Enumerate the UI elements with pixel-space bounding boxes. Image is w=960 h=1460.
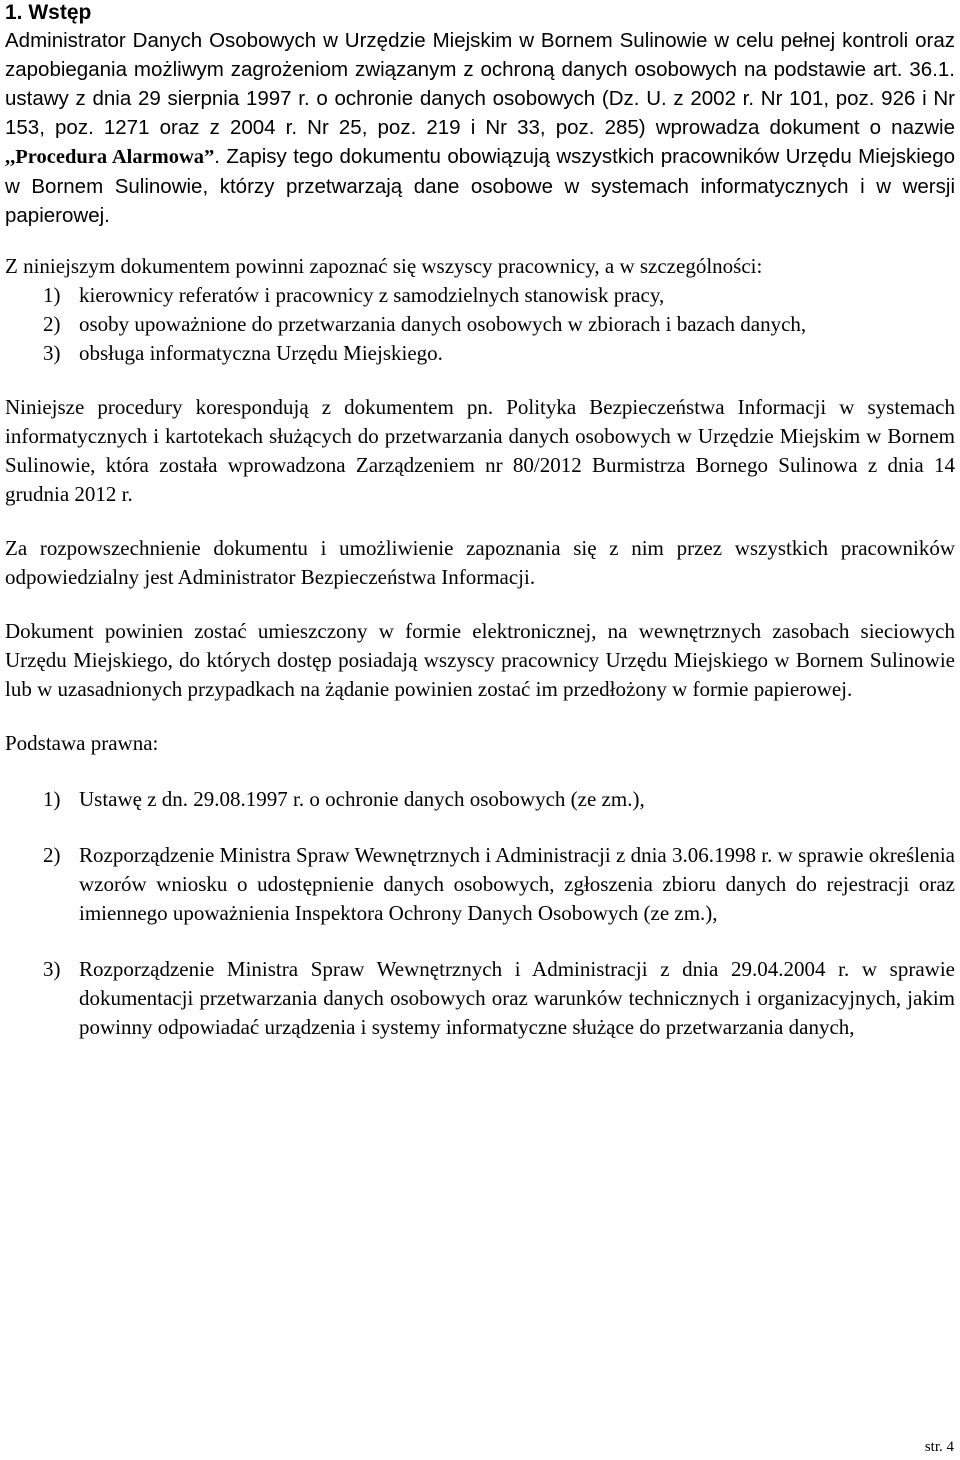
legal-basis-item [5, 785, 955, 814]
document-page [5, 0, 955, 1042]
intro-paragraph [5, 26, 955, 230]
responsibility-paragraph: Za rozpowszechnienie dokumentu i umożliwienie zapoznania się z nim przez wszystkich pracowników odpowiedzialny jest Administrator Bezpieczeństwa Informacji. [5, 536, 955, 589]
legal-basis-item [5, 955, 955, 1042]
legal-basis-label: Podstawa prawna: [5, 731, 159, 755]
section-heading: 1. Wstęp [5, 1, 92, 24]
list-number: 3) [43, 341, 61, 365]
audience-list [5, 281, 955, 368]
list-item-text: Ustawę z dn. 29.08.1997 r. o ochronie danych osobowych (ze zm.), [79, 787, 645, 811]
legal-basis-list [5, 785, 955, 1042]
list-item-text: Rozporządzenie Ministra Spraw Wewnętrznych i Administracji z dnia 3.06.1998 r. w sprawie określenia wzorów wniosku o udostępnienie danych osobowych, zgłoszenia zbioru danych do rejestracji oraz imiennego upoważnienia Inspektora Ochrony Danych Osobowych (ze zm.), [79, 843, 955, 925]
list-number: 2) [43, 312, 61, 336]
intro-text-part2: . Zapisy tego dokumentu obowiązują wszystkich pracowników Urzędu Miejskiego w Bornem Sulinowie, którzy przetwarzają dane osobowe w systemach informatycznych i w wersji papierowej. [5, 145, 955, 227]
list-item-text: osoby upoważnione do przetwarzania danych osobowych w zbiorach i bazach danych, [79, 312, 807, 336]
audience-item [5, 339, 955, 368]
procedure-name: ,,Procedura Alarmowa” [5, 146, 215, 168]
placement-paragraph: Dokument powinien zostać umieszczony w formie elektronicznej, na wewnętrznych zasobach sieciowych Urzędu Miejskiego, do których dostęp posiadają wszyscy pracownicy Urzędu Miejskiego w Bornem Sulinowie lub w uzasadnionych przypadkach na żądanie powinien zostać im przedłożony w formie papierowej. [5, 619, 955, 701]
page-number: str. 4 [924, 1439, 954, 1455]
list-item-text: kierownicy referatów i pracownicy z samodzielnych stanowisk pracy, [79, 283, 665, 307]
list-item-text: Rozporządzenie Ministra Spraw Wewnętrznych i Administracji z dnia 29.04.2004 r. w sprawie dokumentacji przetwarzania danych osobowych oraz warunków technicznych i organizacyjnych, jakim powinny odpowiadać urządzenia i systemy informatyczne służące do przetwarzania danych, [79, 957, 955, 1039]
audience-lead: Z niniejszym dokumentem powinni zapoznać się wszyscy pracownicy, a w szczególności: [5, 254, 763, 278]
list-number: 2) [43, 843, 61, 867]
audience-item [5, 310, 955, 339]
legal-basis-item [5, 841, 955, 928]
list-number: 1) [43, 787, 61, 811]
audience-item [5, 281, 955, 310]
list-number: 1) [43, 283, 61, 307]
correspondence-paragraph: Niniejsze procedury korespondują z dokumentem pn. Polityka Bezpieczeństwa Informacji w systemach informatycznych i kartotekach służących do przetwarzania danych osobowych w Urzędzie Miejskim w Bornem Sulinowie, która została wprowadzona Zarządzeniem nr 80/2012 Burmistrza Bornego Sulinowa z dnia 14 grudnia 2012 r. [5, 395, 955, 506]
list-item-text: obsługa informatyczna Urzędu Miejskiego. [79, 341, 443, 365]
intro-text-part1: Administrator Danych Osobowych w Urzędzie Miejskim w Bornem Sulinowie w celu pełnej kontroli oraz zapobiegania możliwym zagrożeniom związanym z ochroną danych osobowych na podstawie art. 36.1. ustawy z dnia 29 sierpnia 1997 r. o ochronie danych osobowych (Dz. U. z 2002 r. Nr 101, poz. 926 i Nr 153, poz. 1271 oraz z 2004 r. Nr 25, poz. 219 i Nr 33, poz. 285) wprowadza dokument o nazwie [5, 29, 955, 139]
list-number: 3) [43, 957, 61, 981]
